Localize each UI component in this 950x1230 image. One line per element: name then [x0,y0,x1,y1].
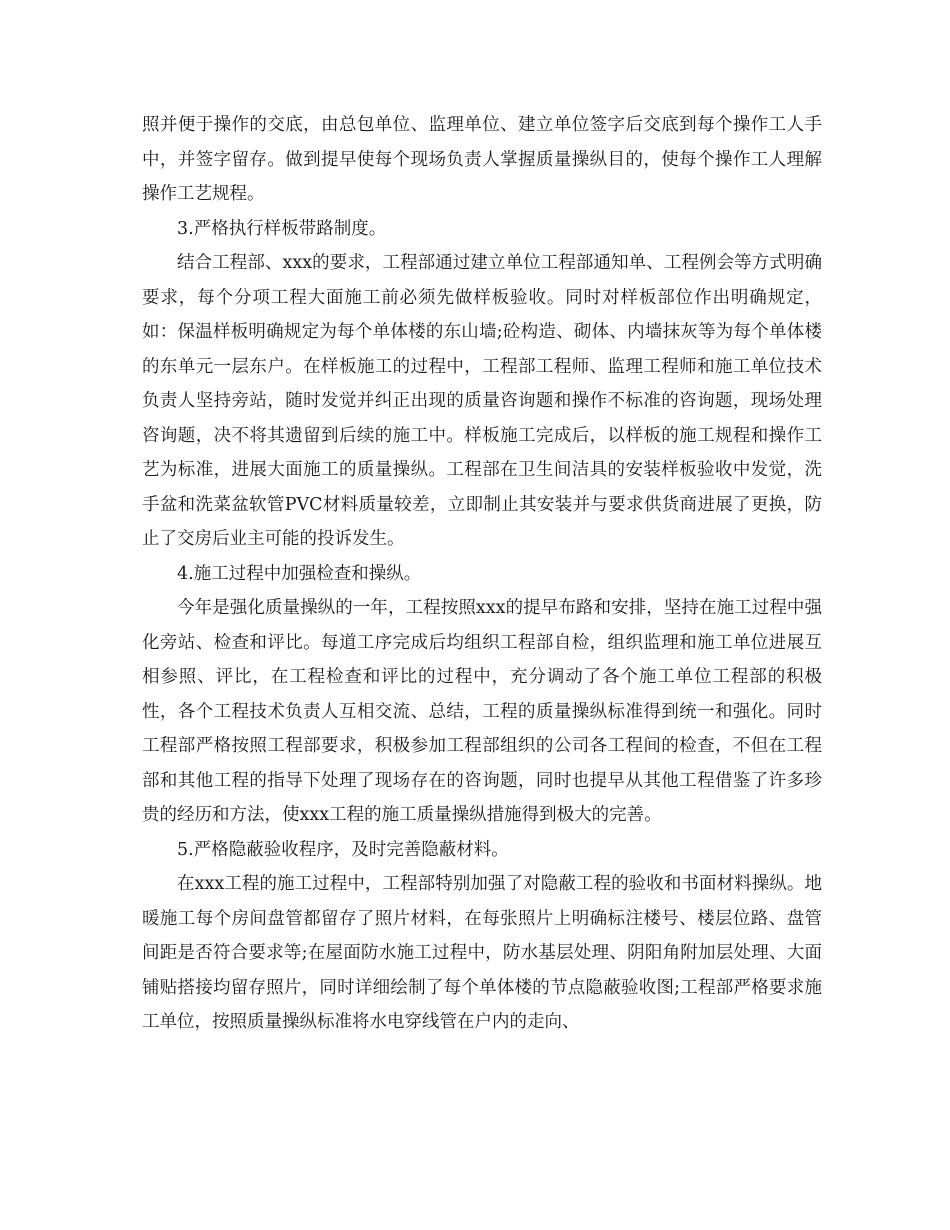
paragraph-sample-system: 结合工程部、xxx的要求，工程部通过建立单位工程部通知单、工程例会等方式明确要求，每个分项工程大面施工前必须先做样板验收。同时对样板部位作出明确规定，如：保温样板明确规定为每个单体楼的东山墙;砼构造、砌体、内墙抹灰等为每个单体楼的东单元一层东户。在样板施工的过程中，工程部工程师、监理工程师和施工单位技术负责人坚持旁站，随时发觉并纠正出现的质量咨询题和操作不标准的咨询题，现场处理咨询题，决不将其遗留到后续的施工中。样板施工完成后，以样板的施工规程和操作工艺为标准，进展大面施工的质量操纵。工程部在卫生间洁具的安装样板验收中发觉，洗手盆和洗菜盆软管PVC材料质量较差，立即制止其安装并与要求供货商进展了更换，防止了交房后业主可能的投诉发生。 [142,253,822,549]
section-heading-5: 5.严格隐蔽验收程序，及时完善隐蔽材料。 [177,839,509,860]
section-heading-4: 4.施工过程中加强检查和操纵。 [177,563,422,584]
paragraph-concealed-acceptance: 在xxx工程的施工过程中，工程部特别加强了对隐蔽工程的验收和书面材料操纵。地暖施工每个房间盘管都留存了照片材料，在每张照片上明确标注楼号、楼层位路、盘管间距是否符合要求等;在屋面防水施工过程中，防水基层处理、阴阳角附加层处理、大面铺贴搭接均留存照片，同时详细绘制了每个单体楼的节点隐蔽验收图;工程部严格要求施工单位，按照质量操纵标准将水电穿线管在户内的走向、 [142,874,822,1032]
section-heading-3: 3.严格执行样板带路制度。 [177,218,387,239]
document-body [142,108,822,1040]
paragraph-inspection: 今年是强化质量操纵的一年，工程按照xxx的提早布路和安排，坚持在施工过程中强化旁站、检查和评比。每道工序完成后均组织工程部自检，组织监理和施工单位进展互相参照、评比，在工程检查和评比的过程中，充分调动了各个施工单位工程部的积极性，各个工程技术负责人互相交流、总结，工程的质量操纵标准得到统一和强化。同时工程部严格按照工程部要求，积极参加工程部组织的公司各工程间的检查，不但在工程部和其他工程的指导下处理了现场存在的咨询题，同时也提早从其他工程借鉴了许多珍贵的经历和方法，使xxx工程的施工质量操纵措施得到极大的完善。 [142,598,822,825]
paragraph-continuation: 照并便于操作的交底，由总包单位、监理单位、建立单位签字后交底到每个操作工人手中，并签字留存。做到提早使每个现场负责人掌握质量操纵目的，使每个操作工人理解操作工艺规程。 [142,115,822,204]
